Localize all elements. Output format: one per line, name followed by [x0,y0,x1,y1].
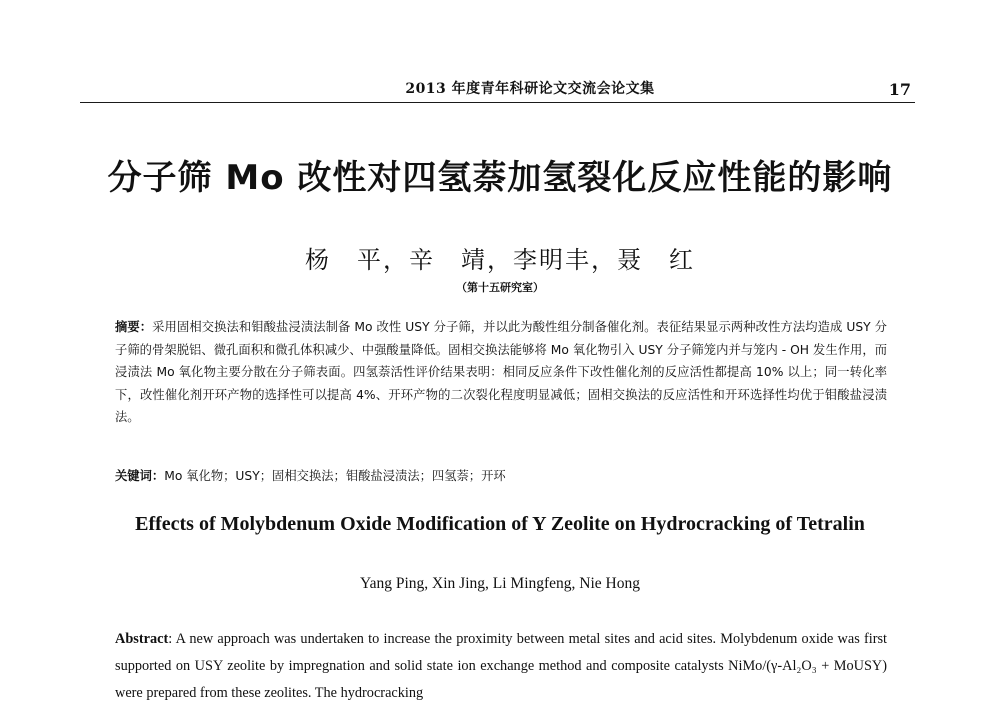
abstract-chinese-label: 摘要： [115,320,153,334]
journal-title: 2013 年度青年科研论文交流会论文集 [405,81,655,97]
keywords-chinese-label: 关键词： [115,469,165,483]
abstract-chinese-text: 采用固相交换法和钼酸盐浸渍法制备 Mo 改性 USY 分子筛，并以此为酸性组分制备催化剂。表征结果显示两种改性方法均造成 USY 分子筛的骨架脱铝、微孔面积和微孔体积减少、中强酸量降低。固相交换法能够将 Mo 氧化物引入 USY 分子筛笼内并与笼内 - OH 发生作用，而浸渍法 Mo 氧化物主要分散在分子筛表面。四氢萘活性评价结果表明：相同反应条件下改性催化剂的反应活性都提高 10% 以上；同一转化率下，改性催化剂开环产物的选择性可以提高 4%、开环产物的二次裂化程度明显减低；固相交换法的反应活性和开环选择性均优于钼酸盐浸渍法。 [115,320,887,424]
authors-english: Yang Ping, Xin Jing, Li Mingfeng, Nie Hong [359,575,640,592]
paper-title-chinese: 分子筛 Mo 改性对四氢萘加氢裂化反应性能的影响 [107,158,893,198]
paper-title-english: Effects of Molybdenum Oxide Modification of Y Zeolite on Hydrocracking of Tetralin [135,513,865,535]
running-header [80,72,915,103]
abstract-chinese [115,316,887,429]
abstract-english-label: Abstract [115,631,169,647]
abstract-english-separator: : [168,631,176,647]
abstract-english-text: A new approach was undertaken to increase the proximity between metal sites and acid sites. Molybdenum oxide was first supported on USY zeolite by impregnation and solid state ion exchange method and composite catalysts NiMo/(γ-Al₂O₃ + MoUSY) were prepared from these zeolites. The hydrocracking [115,631,887,701]
abstract-english [115,626,887,707]
affiliation-chinese: （第十五研究室） [456,281,544,294]
authors-chinese: 杨 平，辛 靖，李明丰，聂 红 [305,246,695,274]
keywords-chinese [115,466,887,486]
page-number: 17 [888,80,911,99]
keywords-chinese-text: Mo 氧化物；USY；固相交换法；钼酸盐浸渍法；四氢萘；开环 [164,469,506,483]
